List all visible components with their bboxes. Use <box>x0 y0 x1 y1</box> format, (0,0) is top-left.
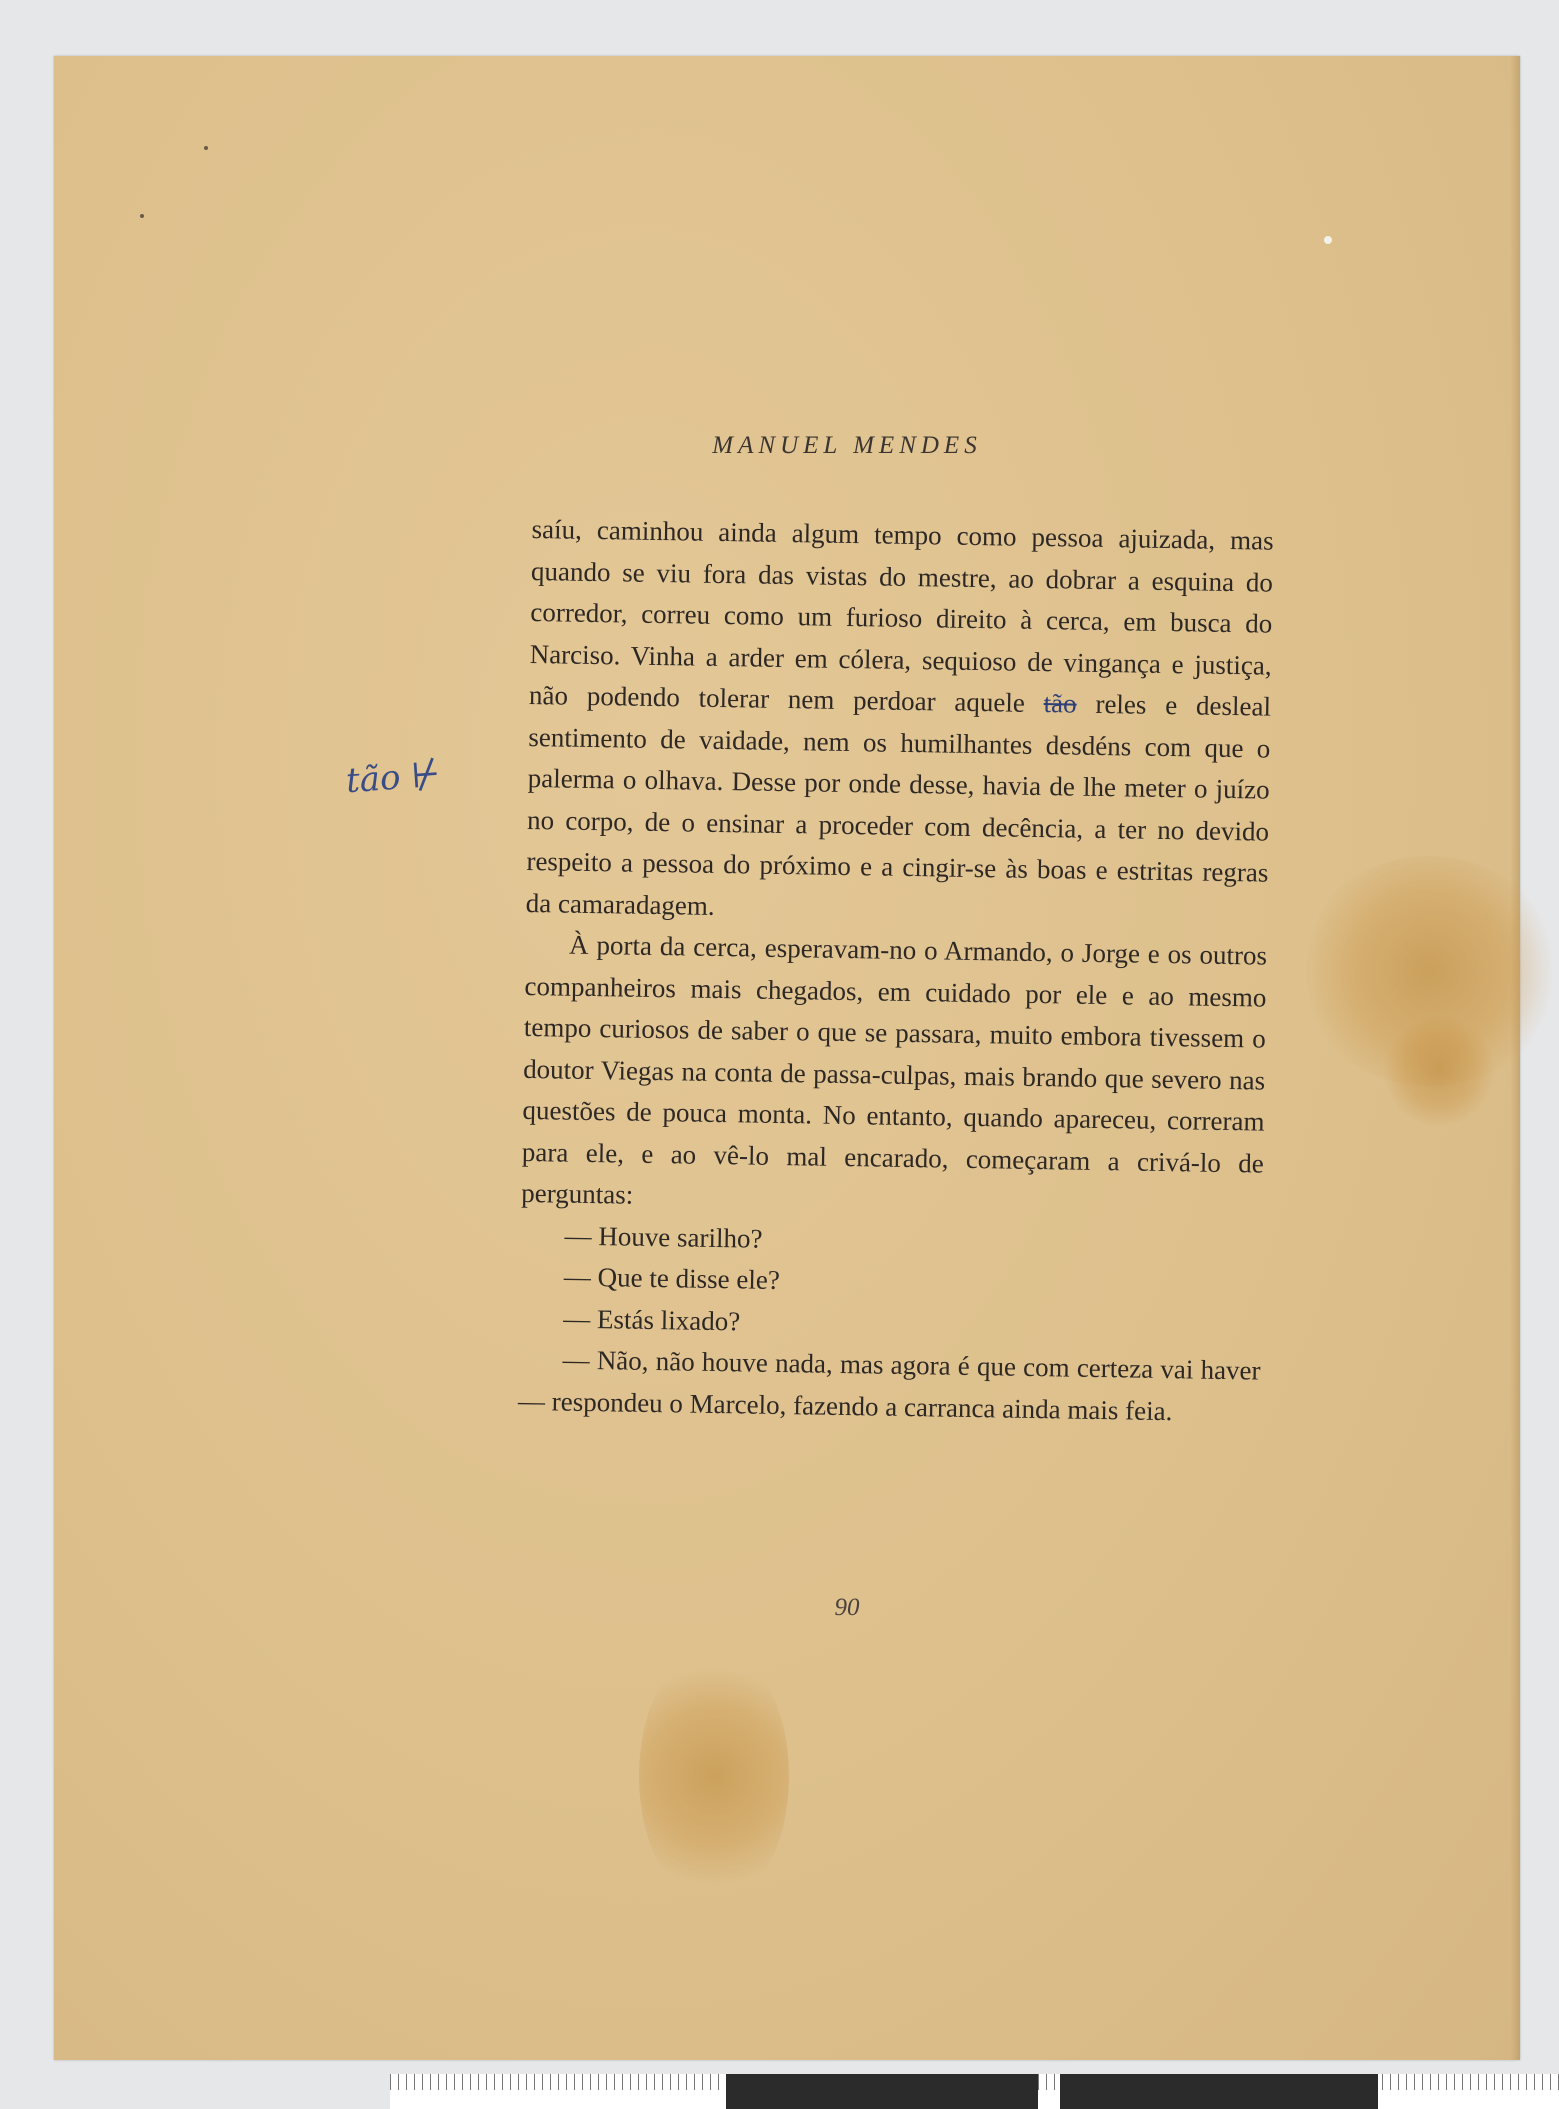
speck <box>1324 236 1332 244</box>
dialogue-line-2: — Que te disse ele? <box>563 1261 781 1295</box>
running-head: MANUEL MENDES <box>712 432 982 459</box>
speck <box>140 214 144 218</box>
paragraph-2: À porta da cerca, esperavam-no o Armando, o Jorge e os outros companheiros mais chegados, em cuidado por ele e ao mesmo tempo curiosos de saber o que se passara, muito embora tivessem o doutor Viegas na conta de passa-culpas, mais brando que severo nas questões de pouca monta. No entanto, quando apareceu, correram para ele, e ao vê-lo mal encarado, começaram a crivá-lo de perguntas: <box>521 929 1268 1210</box>
water-stain-right-small <box>1384 1016 1494 1126</box>
scale-ruler <box>390 2074 1559 2109</box>
paragraph-1-text-b: reles e desleal sentimento de vaidade, nem os humilhantes desdéns com que o palerma o olhava. Desse por onde desse, havia de lhe meter o juízo no corpo, de o ensinar a proceder com decência, a ter no devido respeito a pessoa do próximo e a cingir-se às boas e estritas regras da camaradagem. <box>525 688 1272 921</box>
dialogue-line-1: — Houve sarilho? <box>564 1220 763 1254</box>
struck-word: tão <box>1043 688 1077 719</box>
dialogue-line-3: — Estás lixado? <box>563 1303 741 1336</box>
paragraph-1-text-a: saíu, caminhou ainda algum tempo como pessoa ajuizada, mas quando se viu fora das vistas do mestre, ao dobrar a esquina do corredor, correu como um furioso direito à cerca, em busca do Narciso. Vinha a arder em cólera, sequioso de vingança e justiça, não podendo tolerar nem perdoar aquele <box>528 513 1274 719</box>
water-stain-bottom <box>639 1646 789 1906</box>
paragraph-1 <box>525 509 1273 936</box>
speck <box>204 146 208 150</box>
ruler-black-segment-1 <box>726 2074 1038 2109</box>
body-text <box>518 509 1274 1434</box>
paragraph-3: — Não, não houve nada, mas agora é que com certeza vai haver — respondeu o Marcelo, fazendo a carranca ainda mais feia. <box>517 1344 1261 1426</box>
page-number: 90 <box>834 1594 860 1621</box>
handwritten-margin-note: tão ⊬ <box>344 754 442 802</box>
ruler-black-segment-2 <box>1060 2074 1378 2109</box>
document-page <box>54 56 1520 2060</box>
